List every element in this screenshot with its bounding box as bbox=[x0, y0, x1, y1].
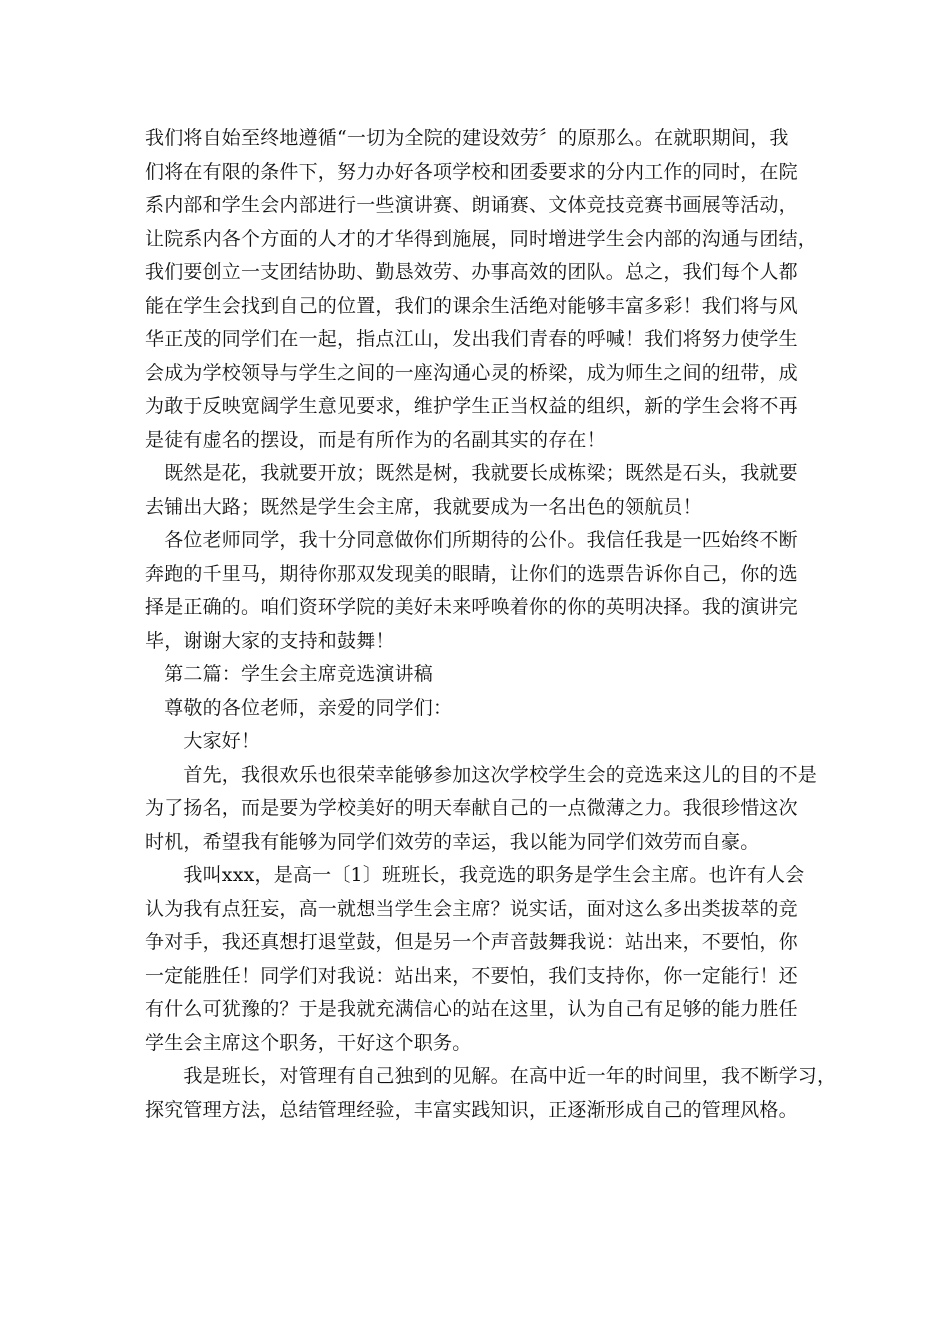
text-line: 首先，我很欢乐也很荣幸能够参加这次学校学生会的竞选来这儿的目的不是 bbox=[145, 764, 818, 786]
text-line: 为敢于反映宽阔学生意见要求，维护学生正当权益的组织，新的学生会将不再 bbox=[145, 395, 798, 417]
text-line: 择是正确的。咱们资环学院的美好未来呼唤着你的你的英明决择。我的演讲完 bbox=[145, 596, 798, 618]
text-line: 我们要创立一支团结协助、勤恳效劳、办事高效的团队。总之，我们每个人都 bbox=[145, 261, 798, 283]
text-line: 我是班长，对管理有自己独到的见解。在高中近一年的时间里，我不断学习， bbox=[145, 1065, 837, 1087]
salutation: 尊敬的各位老师，亲爱的同学们： bbox=[145, 697, 453, 719]
text-line: 时机，希望我有能够为同学们效劳的幸运，我以能为同学们效劳而自豪。 bbox=[145, 831, 760, 853]
text-line: 各位老师同学，我十分同意做你们所期待的公仆。我信任我是一匹始终不断 bbox=[145, 529, 798, 551]
section-heading: 第二篇：学生会主席竞选演讲稿 bbox=[145, 663, 434, 685]
text-line: 认为我有点狂妄，高一就想当学生会主席？说实话，面对这么多出类拔萃的竞 bbox=[145, 898, 798, 920]
text-line: 华正茂的同学们在一起，指点江山，发出我们青春的呼喊！我们将努力使学生 bbox=[145, 328, 798, 350]
text-line: 毕，谢谢大家的支持和鼓舞！ bbox=[145, 630, 395, 652]
text-line: 争对手，我还真想打退堂鼓，但是另一个声音鼓舞我说：站出来，不要怕，你 bbox=[145, 931, 798, 953]
text-line: 们将在有限的条件下，努力办好各项学校和团委要求的分内工作的同时，在院 bbox=[145, 161, 798, 183]
text-line: 是徒有虚名的摆设，而是有所作为的名副其实的存在！ bbox=[145, 429, 606, 451]
text-line: 能在学生会找到自己的位置，我们的课余生活绝对能够丰富多彩！我们将与风 bbox=[145, 295, 798, 317]
text-line: 我们将自始至终地遵循“一切为全院的建设效劳〞的原那么。在就职期间，我 bbox=[145, 127, 789, 149]
text-line: 探究管理方法，总结管理经验，丰富实践知识，正逐渐形成自己的管理风格。 bbox=[145, 1099, 798, 1121]
text-line: 为了扬名，而是要为学校美好的明天奉献自己的一点微薄之力。我很珍惜这次 bbox=[145, 797, 798, 819]
text-line: 有什么可犹豫的？于是我就充满信心的站在这里，认为自己有足够的能力胜任 bbox=[145, 998, 798, 1020]
text-line: 一定能胜任！同学们对我说：站出来，不要怕，我们支持你，你一定能行！还 bbox=[145, 965, 798, 987]
text-line: 让院系内各个方面的人才的才华得到施展，同时增进学生会内部的沟通与团结， bbox=[145, 228, 818, 250]
text-line: 会成为学校领导与学生之间的一座沟通心灵的桥梁，成为师生之间的纽带，成 bbox=[145, 362, 798, 384]
text-line: 奔跑的千里马，期待你那双发现美的眼睛，让你们的选票告诉你自己，你的选 bbox=[145, 563, 798, 585]
text-line: 我叫xxx，是高一〔1〕班班长，我竞选的职务是学生会主席。也许有人会 bbox=[145, 864, 805, 886]
greeting: 大家好！ bbox=[145, 730, 261, 752]
text-line: 去铺出大路；既然是学生会主席，我就要成为一名出色的领航员！ bbox=[145, 496, 702, 518]
text-line: 系内部和学生会内部进行一些演讲赛、朗诵赛、文体竞技竞赛书画展等活动， bbox=[145, 194, 798, 216]
text-line: 既然是花，我就要开放；既然是树，我就要长成栋梁；既然是石头，我就要 bbox=[145, 462, 798, 484]
text-line: 学生会主席这个职务，干好这个职务。 bbox=[145, 1032, 472, 1054]
